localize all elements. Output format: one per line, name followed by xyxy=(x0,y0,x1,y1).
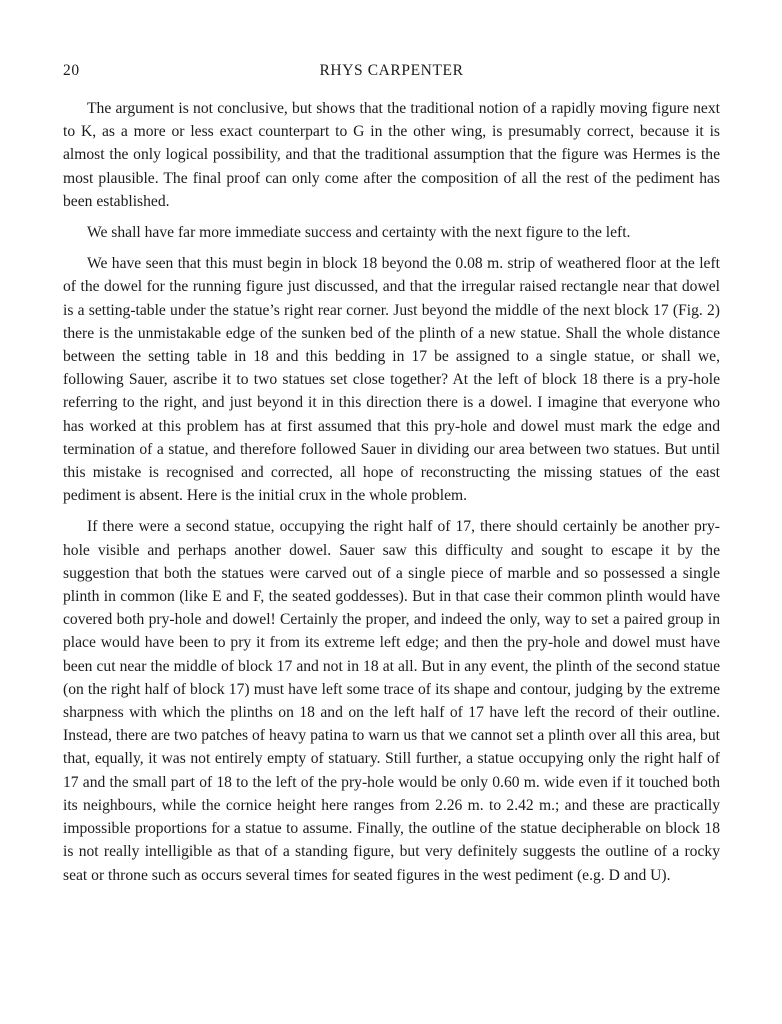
paragraph: The argument is not conclusive, but shows that the traditional notion of a rapidly moving figure next to K, as a more or less exact counterpart to G in the other wing, is presumably correct, because it is almost the only logical possibility, and that the traditional assumption that the figure was Hermes is the most plausible. The final proof can only come after the composition of all the rest of the pediment has been established. xyxy=(63,100,720,210)
running-head xyxy=(63,62,720,86)
book-page xyxy=(63,62,720,895)
paragraph: If there were a second statue, occupying the right half of 17, there should certainly be another pry-hole visible and perhaps another dowel. Sauer saw this difficulty and sought to escape it by the suggestion that both the statues were carved out of a single piece of marble and so possessed a single plinth in common (like E and F, the seated goddesses). But in that case their common plinth would have covered both pry-hole and dowel! Certainly the proper, and indeed the only, way to set a paired group in place would have been to pry it from its extreme left edge; and then the pry-hole and dowel must have been cut near the middle of block 17 and not in 18 at all. But in any event, the plinth of the second statue (on the right half of block 17) must have left some trace of its shape and contour, judging by the extreme sharpness with which the plinths on 18 and on the left half of 17 have left the record of their outline. Instead, there are two patches of heavy patina to warn us that we cannot set a plinth over all this area, but that, equally, it was not entirely empty of statuary. Still further, a statue occupying only the right half of 17 and the small part of 18 to the left of the pry-hole would be only 0.60 m. wide even if it touched both its neighbours, while the cornice height here ranges from 2.26 m. to 2.42 m.; and these are practically impossible proportions for a statue to assume. Finally, the outline of the statue decipherable on block 18 is not really intelligible as that of a standing figure, but very definitely suggests the outline of a rocky seat or throne such as occurs several times for seated figures in the west pediment (e.g. D and U). xyxy=(63,518,720,884)
paragraph: We shall have far more immediate success and certainty with the next figure to the left. xyxy=(87,224,631,242)
body-text xyxy=(63,97,720,887)
paragraph: We have seen that this must begin in block 18 beyond the 0.08 m. strip of weathered floor at the left of the dowel for the running figure just discussed, and that the irregular raised rectangle near that dowel is a setting-table under the statue’s right rear corner. Just beyond the middle of the next block 17 (Fig. 2) there is the unmistakable edge of the sunken bed of the plinth of a new statue. Shall the whole distance between the setting table in 18 and this bedding in 17 be assigned to a single statue, or shall we, following Sauer, ascribe it to two statues set close together? At the left of block 18 there is a pry-hole referring to the right, and just beyond it in this direction there is a dowel. I imagine that everyone who has worked at this problem has at first assumed that this pry-hole and dowel must mark the edge and termination of a statue, and therefore followed Sauer in dividing our area between two statues. But until this mistake is recognised and corrected, all hope of reconstructing the missing statues of the east pediment is absent. Here is the initial crux in the whole problem. xyxy=(63,255,720,505)
running-title: RHYS CARPENTER xyxy=(319,62,464,79)
page-number: 20 xyxy=(63,62,80,79)
